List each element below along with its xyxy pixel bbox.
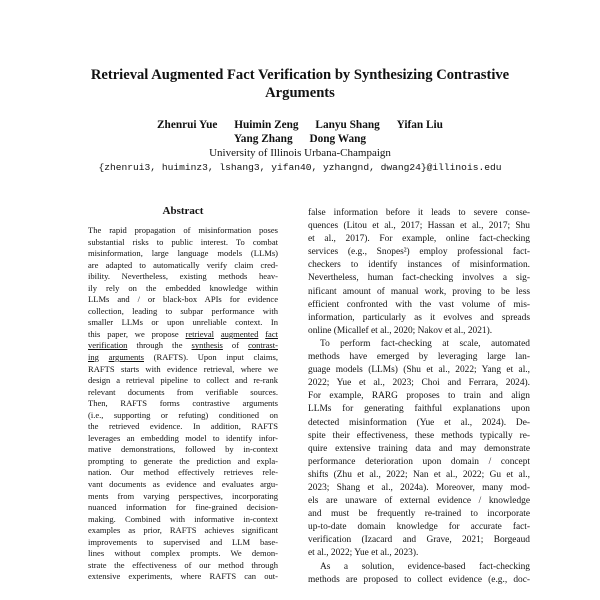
text-line: design a retrieval pipeline to collect and re-rank bbox=[88, 375, 278, 386]
text-line: ments from varying perspectives, incorporating bbox=[88, 490, 278, 501]
text-line: making. Combined with informative in-context bbox=[88, 513, 278, 524]
text-line: misinformation, large language models (LLMs) bbox=[88, 248, 278, 259]
text-line: examples as prior, RAFTS achieves significant bbox=[88, 525, 278, 536]
text-line: LLMs for generating faithful explanations upon bbox=[308, 404, 530, 415]
text-line: efficient confronted with the vast volume of mis- bbox=[308, 299, 530, 310]
text-line: substantial risks to public interest. To combat bbox=[88, 236, 278, 247]
text-line: detected misinformation (Yue et al., 2024). De- bbox=[308, 417, 530, 428]
text-line: verification through the synthesis of contrast- bbox=[88, 340, 278, 351]
paper-title bbox=[80, 66, 520, 102]
text-line: mative demonstrations, followed by in-context bbox=[88, 444, 278, 455]
text-line: LLMs and / or black-box APIs for evidence bbox=[88, 294, 278, 305]
text-line: vant documents as evidence and evaluates argu- bbox=[88, 479, 278, 490]
author-list bbox=[90, 118, 510, 146]
text-line: Nevertheless, human fact-checking involves a sig- bbox=[308, 273, 530, 284]
text-line: nificant amount of manual work, proving to be less bbox=[308, 286, 530, 297]
text-line: RAFTS starts with evidence retrieval, where we bbox=[88, 363, 278, 374]
text-line: relevant documents from verifiable sources. bbox=[88, 386, 278, 397]
text-line: improvements to supervised and LLM base- bbox=[88, 536, 278, 547]
text-line: spite their effectiveness, these methods typically re- bbox=[308, 430, 530, 441]
author-name: Huimin Zeng bbox=[234, 119, 299, 131]
text-line: methods are proposed to collect evidence (e.g., doc- bbox=[308, 574, 530, 585]
text-line: ing arguments (RAFTS). Upon input claims, bbox=[88, 352, 278, 363]
text-line: (i.e., supporting or refuting) conditioned on bbox=[88, 409, 278, 420]
text-line: To perform fact-checking at scale, automated bbox=[320, 338, 530, 349]
text-line: 2023; Shang et al., 2024a). Moreover, many mod- bbox=[308, 482, 530, 493]
intro-column bbox=[308, 207, 530, 587]
text-line: nuanced information for fine-grained decision- bbox=[88, 502, 278, 513]
text-line: shifts (Zhu et al., 2022; Nan et al., 2022; Gu et al., bbox=[308, 469, 530, 480]
text-line: quences (Litou et al., 2017; Hassan et al., 2017; Shu bbox=[308, 221, 530, 232]
text-line: prompting to generate the prediction and expla- bbox=[88, 455, 278, 466]
author-row-1 bbox=[90, 118, 510, 132]
text-line: and must be frequently re-trained to incorporate bbox=[308, 509, 530, 520]
text-line: nation. Our method effectively retrieves rele- bbox=[88, 467, 278, 478]
title-line-2: Arguments bbox=[265, 85, 335, 101]
text-line: this paper, we propose retrieval augmented fact bbox=[88, 328, 278, 339]
text-line: As a solution, evidence-based fact-checking bbox=[320, 561, 530, 572]
text-line: collection, leading to subpar performance with bbox=[88, 305, 278, 316]
author-name: Yifan Liu bbox=[396, 119, 443, 131]
text-line: methods have emerged by leveraging large lan- bbox=[308, 352, 530, 363]
author-emails: {zhenrui3, huiminz3, lshang3, yifan40, yzhangnd, dwang24}@illinois.edu bbox=[98, 162, 502, 173]
text-line: guage models (LLMs) (Shu et al., 2022; Yang et al., bbox=[308, 365, 530, 376]
text-line: Then, RAFTS forms contrastive arguments bbox=[88, 398, 278, 409]
text-line: et al., 2022; Yue et al., 2023). bbox=[308, 548, 419, 559]
text-line: 2022; Yue et al., 2023; Choi and Ferrara, 2024). bbox=[308, 378, 530, 389]
text-line: checkers to identify instances of misinformation. bbox=[308, 260, 530, 271]
text-line: For example, RARG proposes to train and align bbox=[308, 391, 530, 402]
text-line: lines without complex prompts. We demon- bbox=[88, 548, 278, 559]
author-name: Yang Zhang bbox=[233, 133, 293, 145]
text-line: ibility. Nevertheless, existing methods heav- bbox=[88, 271, 278, 282]
author-name: Lanyu Shang bbox=[315, 119, 380, 131]
text-line: quire extensive training data and may demonstrate bbox=[308, 443, 530, 454]
text-line: false information before it leads to severe conse- bbox=[308, 208, 530, 218]
text-line: services (e.g., Snopes²) employ professional fact- bbox=[308, 247, 530, 258]
text-line: up-to-date domain knowledge for accurate fact- bbox=[308, 522, 530, 533]
text-line: information, particularly as it evolves and spreads bbox=[308, 312, 530, 323]
abstract-heading: Abstract bbox=[162, 205, 204, 217]
text-line: leverages an embedding model to identify infor- bbox=[88, 432, 278, 443]
title-line-1: Retrieval Augmented Fact Verification by Synthesizing Contrastive bbox=[90, 67, 510, 83]
text-line: extensive experiments, where RAFTS can out- bbox=[88, 571, 278, 582]
text-line: ily rely on the embedded knowledge within bbox=[88, 282, 278, 293]
text-line: the retrieved evidence. In addition, RAFTS bbox=[88, 421, 278, 432]
text-line: els are unaware of external evidence / knowledge bbox=[308, 496, 530, 507]
text-line: verification (Izacard and Grave, 2021; Borgeaud bbox=[308, 535, 530, 546]
affiliation: University of Illinois Urbana-Champaign bbox=[209, 147, 391, 159]
author-name: Dong Wang bbox=[309, 133, 367, 145]
text-line: performance deterioration upon domain / concept bbox=[308, 456, 530, 467]
text-line: online (Micallef et al., 2020; Nakov et al., 2021). bbox=[308, 325, 493, 336]
text-line: strate the effectiveness of our method through bbox=[88, 559, 278, 570]
text-line: The rapid propagation of misinformation poses bbox=[88, 225, 278, 235]
author-row-2 bbox=[90, 132, 510, 146]
text-line: et al., 2017). For example, online fact-checking bbox=[308, 234, 530, 245]
author-name: Zhenrui Yue bbox=[157, 119, 218, 131]
abstract-body bbox=[88, 225, 278, 583]
text-line: smaller LLMs or upon unreliable context. In bbox=[88, 317, 278, 328]
text-line: are adapted to automatically verify claim cred- bbox=[88, 259, 278, 270]
